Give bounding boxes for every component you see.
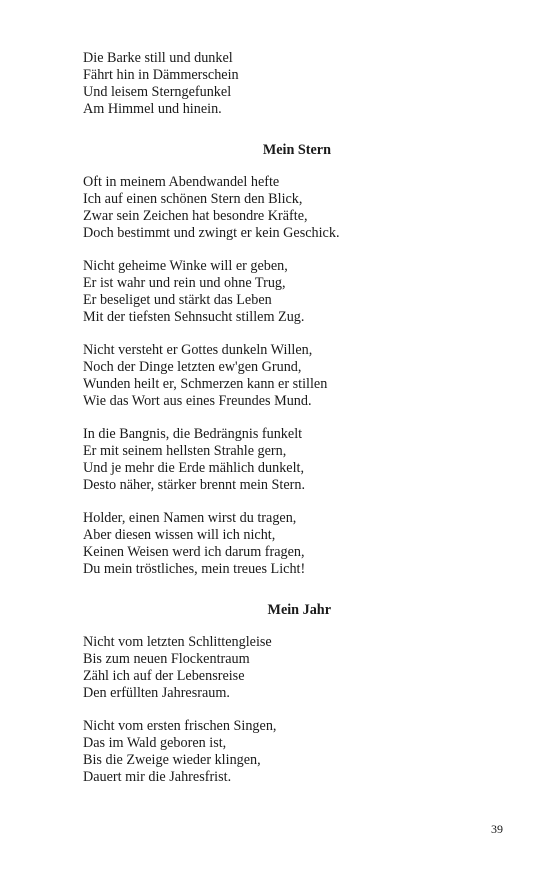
verse-line: Er mit seinem hellsten Strahle gern, xyxy=(83,443,287,459)
verse-line: Desto näher, stärker brennt mein Stern. xyxy=(83,477,306,493)
verse-line: Nicht geheime Winke will er geben, xyxy=(83,258,288,274)
verse-line: Noch der Dinge letzten ew'gen Grund, xyxy=(83,359,302,375)
verse-line: In die Bangnis, die Bedrängnis funkelt xyxy=(83,426,303,442)
verse-line: Er ist wahr und rein und ohne Trug, xyxy=(83,275,286,291)
stanza xyxy=(83,634,483,702)
verse-line: Keinen Weisen werd ich darum fragen, xyxy=(83,544,305,560)
verse-line: Wie das Wort aus eines Freundes Mund. xyxy=(83,393,312,409)
verse-line: Bis zum neuen Flockentraum xyxy=(83,651,250,667)
poem-title-mein-stern: Mein Stern xyxy=(262,142,331,158)
verse-line: Und je mehr die Erde mählich dunkelt, xyxy=(83,460,305,476)
verse-line: Mit der tiefsten Sehnsucht stillem Zug. xyxy=(83,309,305,325)
verse-line: Aber diesen wissen will ich nicht, xyxy=(83,527,276,543)
verse-line: Ich auf einen schönen Stern den Blick, xyxy=(83,191,303,207)
verse-line: Er beseliget und stärkt das Leben xyxy=(83,292,272,308)
verse-line: Nicht vom ersten frischen Singen, xyxy=(83,718,277,734)
stanza xyxy=(83,174,483,242)
verse-line: Den erfüllten Jahresraum. xyxy=(83,685,230,701)
verse-line: Wunden heilt er, Schmerzen kann er stillen xyxy=(83,376,328,392)
stanza xyxy=(83,342,483,410)
verse-line: Nicht vom letzten Schlittengleise xyxy=(83,634,272,650)
verse-line: Die Barke still und dunkel xyxy=(83,50,233,66)
verse-line: Nicht versteht er Gottes dunkeln Willen, xyxy=(83,342,313,358)
verse-line: Fährt hin in Dämmerschein xyxy=(83,67,239,83)
verse-line: Du mein tröstliches, mein treues Licht! xyxy=(83,561,306,577)
verse-line: Das im Wald geboren ist, xyxy=(83,735,227,751)
verse-line: Oft in meinem Abendwandel hefte xyxy=(83,174,280,190)
verse-line: Am Himmel und hinein. xyxy=(83,101,222,117)
stanza xyxy=(83,426,483,494)
verse-line: Holder, einen Namen wirst du tragen, xyxy=(83,510,297,526)
verse-line: Und leisem Sterngefunkel xyxy=(83,84,232,100)
verse-line: Zwar sein Zeichen hat besondre Kräfte, xyxy=(83,208,308,224)
stanza xyxy=(83,258,483,326)
page-text xyxy=(83,50,483,786)
stanza xyxy=(83,510,483,578)
verse-line: Doch bestimmt und zwingt er kein Geschick. xyxy=(83,225,340,241)
intro-stanza xyxy=(83,50,483,118)
verse-line: Dauert mir die Jahresfrist. xyxy=(83,769,232,785)
poem-mein-stern xyxy=(83,174,483,578)
stanza xyxy=(83,718,483,786)
verse-line: Zähl ich auf der Lebensreise xyxy=(83,668,245,684)
verse-line: Bis die Zweige wieder klingen, xyxy=(83,752,261,768)
page-number: 39 xyxy=(491,822,503,836)
poem-mein-jahr xyxy=(83,634,483,786)
poem-title-mein-jahr: Mein Jahr xyxy=(267,602,331,618)
